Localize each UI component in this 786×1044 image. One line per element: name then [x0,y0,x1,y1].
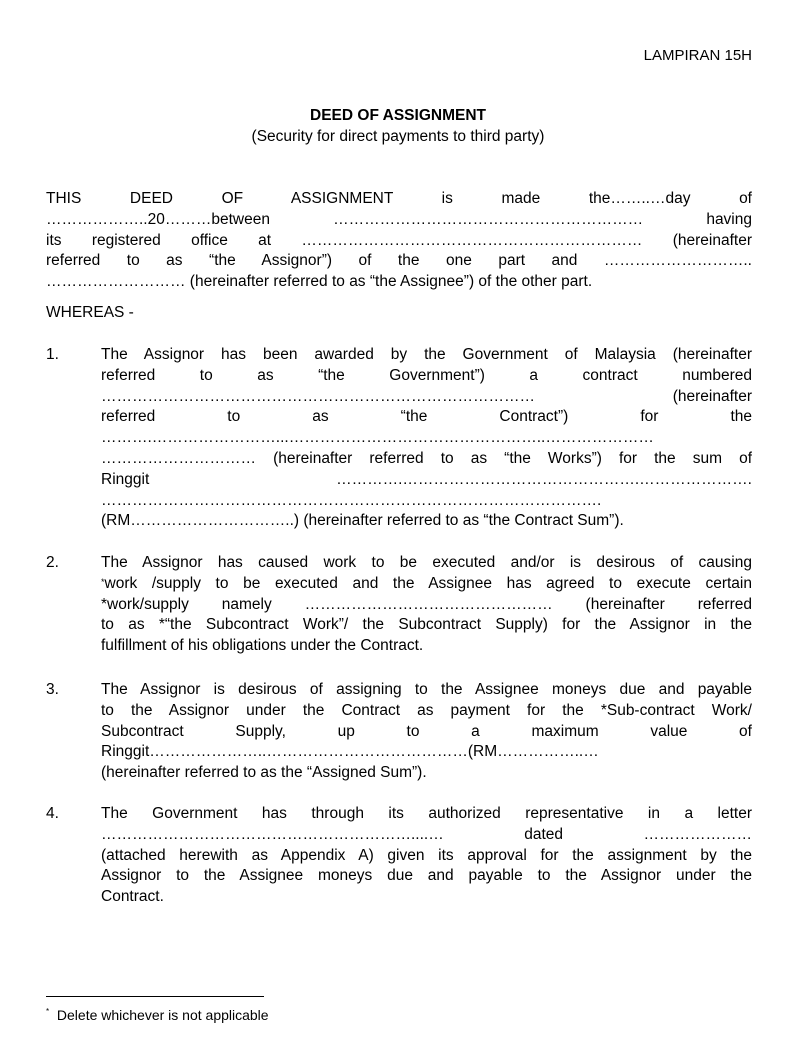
clause-line: Ringgit…………………..…………………………………(RM……………..… [101,743,599,761]
clause-line: The Assignor has caused work to be executed and/or is desirous of causing [101,554,752,571]
clause-line: referred to as “the Government”) a contract numbered [101,366,752,384]
clause-line: Subcontract Supply, up to a maximum value of [101,722,752,740]
clause-number: 2. [46,554,59,571]
clause-line: to the Assignor under the Contract as payment for the *Sub-contract Work/ [101,701,752,719]
footnote-text: Delete whichever is not applicable [56,1007,269,1023]
intro-paragraph [46,189,752,293]
clause-body [101,553,752,657]
asterisk-mark: * [101,576,105,587]
clause-line: ……………………………………………………....… dated ………………… [101,825,752,843]
clause-line-marked [101,574,752,595]
clause-body [101,345,752,532]
clause-line: Ringgit ………….……………………………………….…………………. [101,470,752,488]
clause-line: referred to as “the Contract”) for the [101,408,752,426]
clause-body [101,680,752,784]
document-subtitle: (Security for direct payments to third party) [251,128,545,145]
clause-line-text: work /supply to be executed and the Assignee has agreed to execute certain [104,574,752,592]
footnote [46,1006,269,1024]
clause-number: 3. [46,681,59,698]
intro-line: THIS DEED OF ASSIGNMENT is made the……..…day of [46,190,752,207]
clause-line: (attached herewith as Appendix A) given its approval for the assignment by the [101,846,752,864]
document-title: DEED OF ASSIGNMENT [310,107,486,124]
appendix-label: LAMPIRAN 15H [643,47,752,64]
whereas-heading: WHEREAS - [46,304,134,321]
clause-line: *work/supply namely ………………………………………… (hereinafter referred [101,595,752,613]
clause-line: ………………………………………………………………………… (hereinafter [101,387,752,405]
footnote-mark: * [46,1007,50,1016]
intro-line: ……………………… (hereinafter referred to as “the Assignee”) of the other part. [46,273,593,291]
clause-number: 1. [46,346,59,363]
clause-line: Contract. [101,888,164,906]
intro-line: referred to as “the Assignor”) of the one part and ……………………….. [46,252,752,270]
clause-line: (hereinafter referred to as the “Assigned Sum”). [101,764,427,782]
clause-line: The Assignor has been awarded by the Government of Malaysia (hereinafter [101,346,752,363]
clause-line: (RM…………………………..) (hereinafter referred to as “the Contract Sum”). [101,512,624,530]
clause-line: to as *“the Subcontract Work”/ the Subcontract Supply) for the Assignor in the [101,616,752,634]
clause-line: The Government has through its authorized representative in a letter [101,805,752,822]
clause-body [101,804,752,908]
intro-line: ………………..20………between …………………………………………………… having [46,210,752,228]
clause-number: 4. [46,805,59,822]
clause-line: ……….……………………...…………………………………………..………………… [101,429,654,447]
clause-line: The Assignor is desirous of assigning to the Assignee moneys due and payable [101,681,752,698]
clause-line: ………………………… (hereinafter referred to as “the Works”) for the sum of [101,449,752,467]
footnote-divider [46,996,264,997]
clause-line: fulfillment of his obligations under the Contract. [101,637,424,655]
intro-line: its registered office at ………………………………………………………… (hereinafter [46,231,752,249]
clause-line: ……………………………………………………………………………………. [101,491,602,509]
clause-line: Assignor to the Assignee moneys due and payable to the Assignor under the [101,867,752,885]
